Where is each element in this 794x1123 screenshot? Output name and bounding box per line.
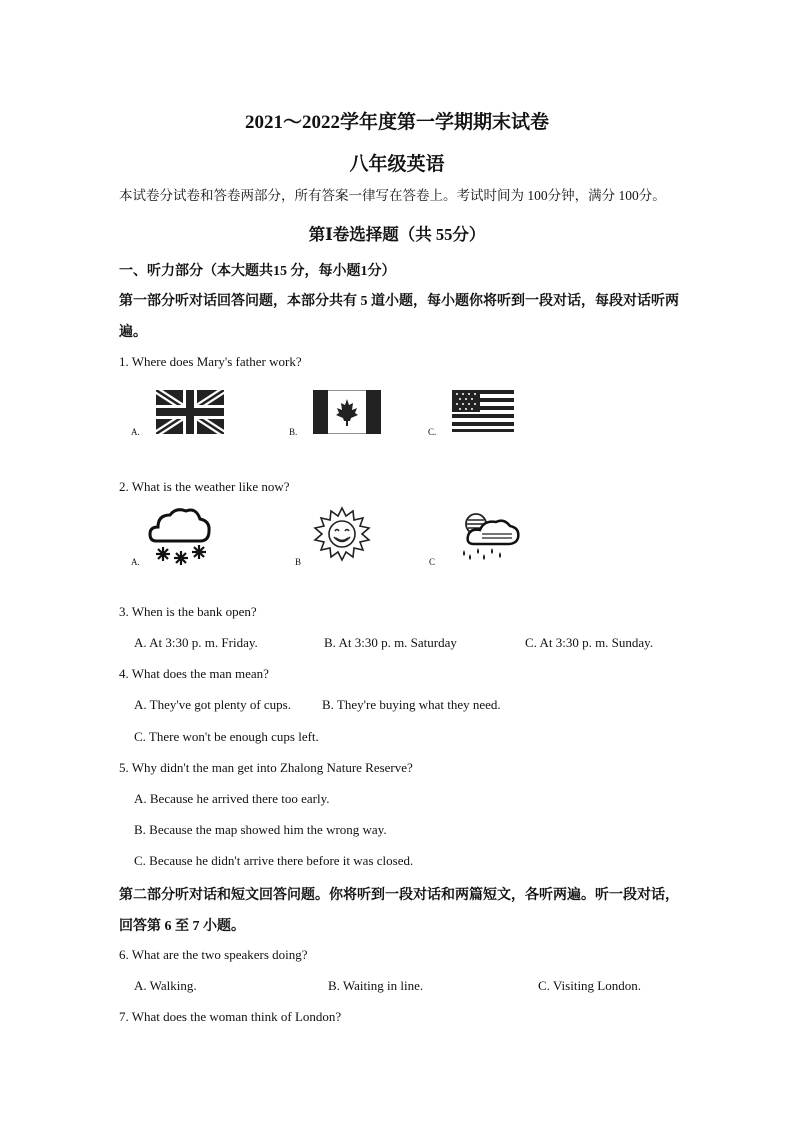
q1-option-a-label: A. — [131, 427, 140, 437]
q4-option-a: A. They've got plenty of cups. — [134, 697, 291, 712]
q3-option-c: C. At 3:30 p. m. Sunday. — [525, 635, 654, 650]
q1-option-c-label: C. — [428, 427, 437, 437]
question-5: 5. Why didn't the man get into Zhalong Nature Reserve? — [119, 760, 413, 775]
usa-flag-icon — [452, 390, 514, 432]
part2-instructions-cont: 回答第 6 至 7 小题。 — [119, 919, 245, 934]
exam-title: 2021～2022学年度第一学期期末试卷 — [244, 112, 549, 133]
canada-flag-icon — [313, 390, 381, 434]
question-2: 2. What is the weather like now? — [119, 479, 290, 494]
sun-icon — [313, 506, 371, 562]
q3-option-b: B. At 3:30 p. m. Saturday — [324, 635, 457, 650]
snow-icon — [148, 505, 212, 565]
part1-instructions-cont: 遍。 — [119, 325, 147, 340]
q2-option-c-label: C — [429, 557, 436, 567]
section-title: 第Ⅰ卷选择题（共 55分） — [308, 225, 486, 244]
question-6: 6. What are the two speakers doing? — [119, 947, 308, 962]
q4-option-b: B. They're buying what they need. — [322, 697, 501, 712]
question-3: 3. When is the bank open? — [119, 604, 257, 619]
q2-option-a-label: A. — [131, 557, 140, 567]
exam-subtitle: 八年级英语 — [349, 154, 445, 175]
q5-option-c: C. Because he didn't arrive there before it was closed. — [134, 853, 414, 868]
q5-option-b: B. Because the map showed him the wrong way. — [134, 822, 387, 837]
rain-icon — [456, 508, 522, 562]
q5-option-a: A. Because he arrived there too early. — [134, 791, 330, 806]
q1-option-b-label: B. — [289, 427, 298, 437]
part2-instructions: 第二部分听对话和短文回答问题。你将听到一段对话和两篇短文，各听两遍。听一段对话， — [119, 888, 679, 903]
question-1: 1. Where does Mary's father work? — [119, 354, 302, 369]
listening-heading: 一、听力部分（本大题共15 分，每小题1分） — [119, 264, 396, 279]
question-4: 4. What does the man mean? — [119, 666, 269, 681]
q3-option-a: A. At 3:30 p. m. Friday. — [134, 635, 258, 650]
part1-instructions: 第一部分听对话回答问题，本部分共有 5 道小题，每小题你将听到一段对话，每段对话听两 — [119, 294, 679, 309]
q6-option-c: C. Visiting London. — [538, 978, 641, 993]
q4-option-c: C. There won't be enough cups left. — [134, 729, 319, 744]
q2-option-b-label: B — [295, 557, 302, 567]
q6-option-b: B. Waiting in line. — [328, 978, 424, 993]
uk-flag-icon — [156, 390, 224, 434]
question-7: 7. What does the woman think of London? — [119, 1009, 342, 1024]
q6-option-a: A. Walking. — [134, 978, 197, 993]
exam-intro: 本试卷分试卷和答卷两部分，所有答案一律写在答卷上。考试时间为 100分钟，满分 100分。 — [119, 188, 666, 203]
